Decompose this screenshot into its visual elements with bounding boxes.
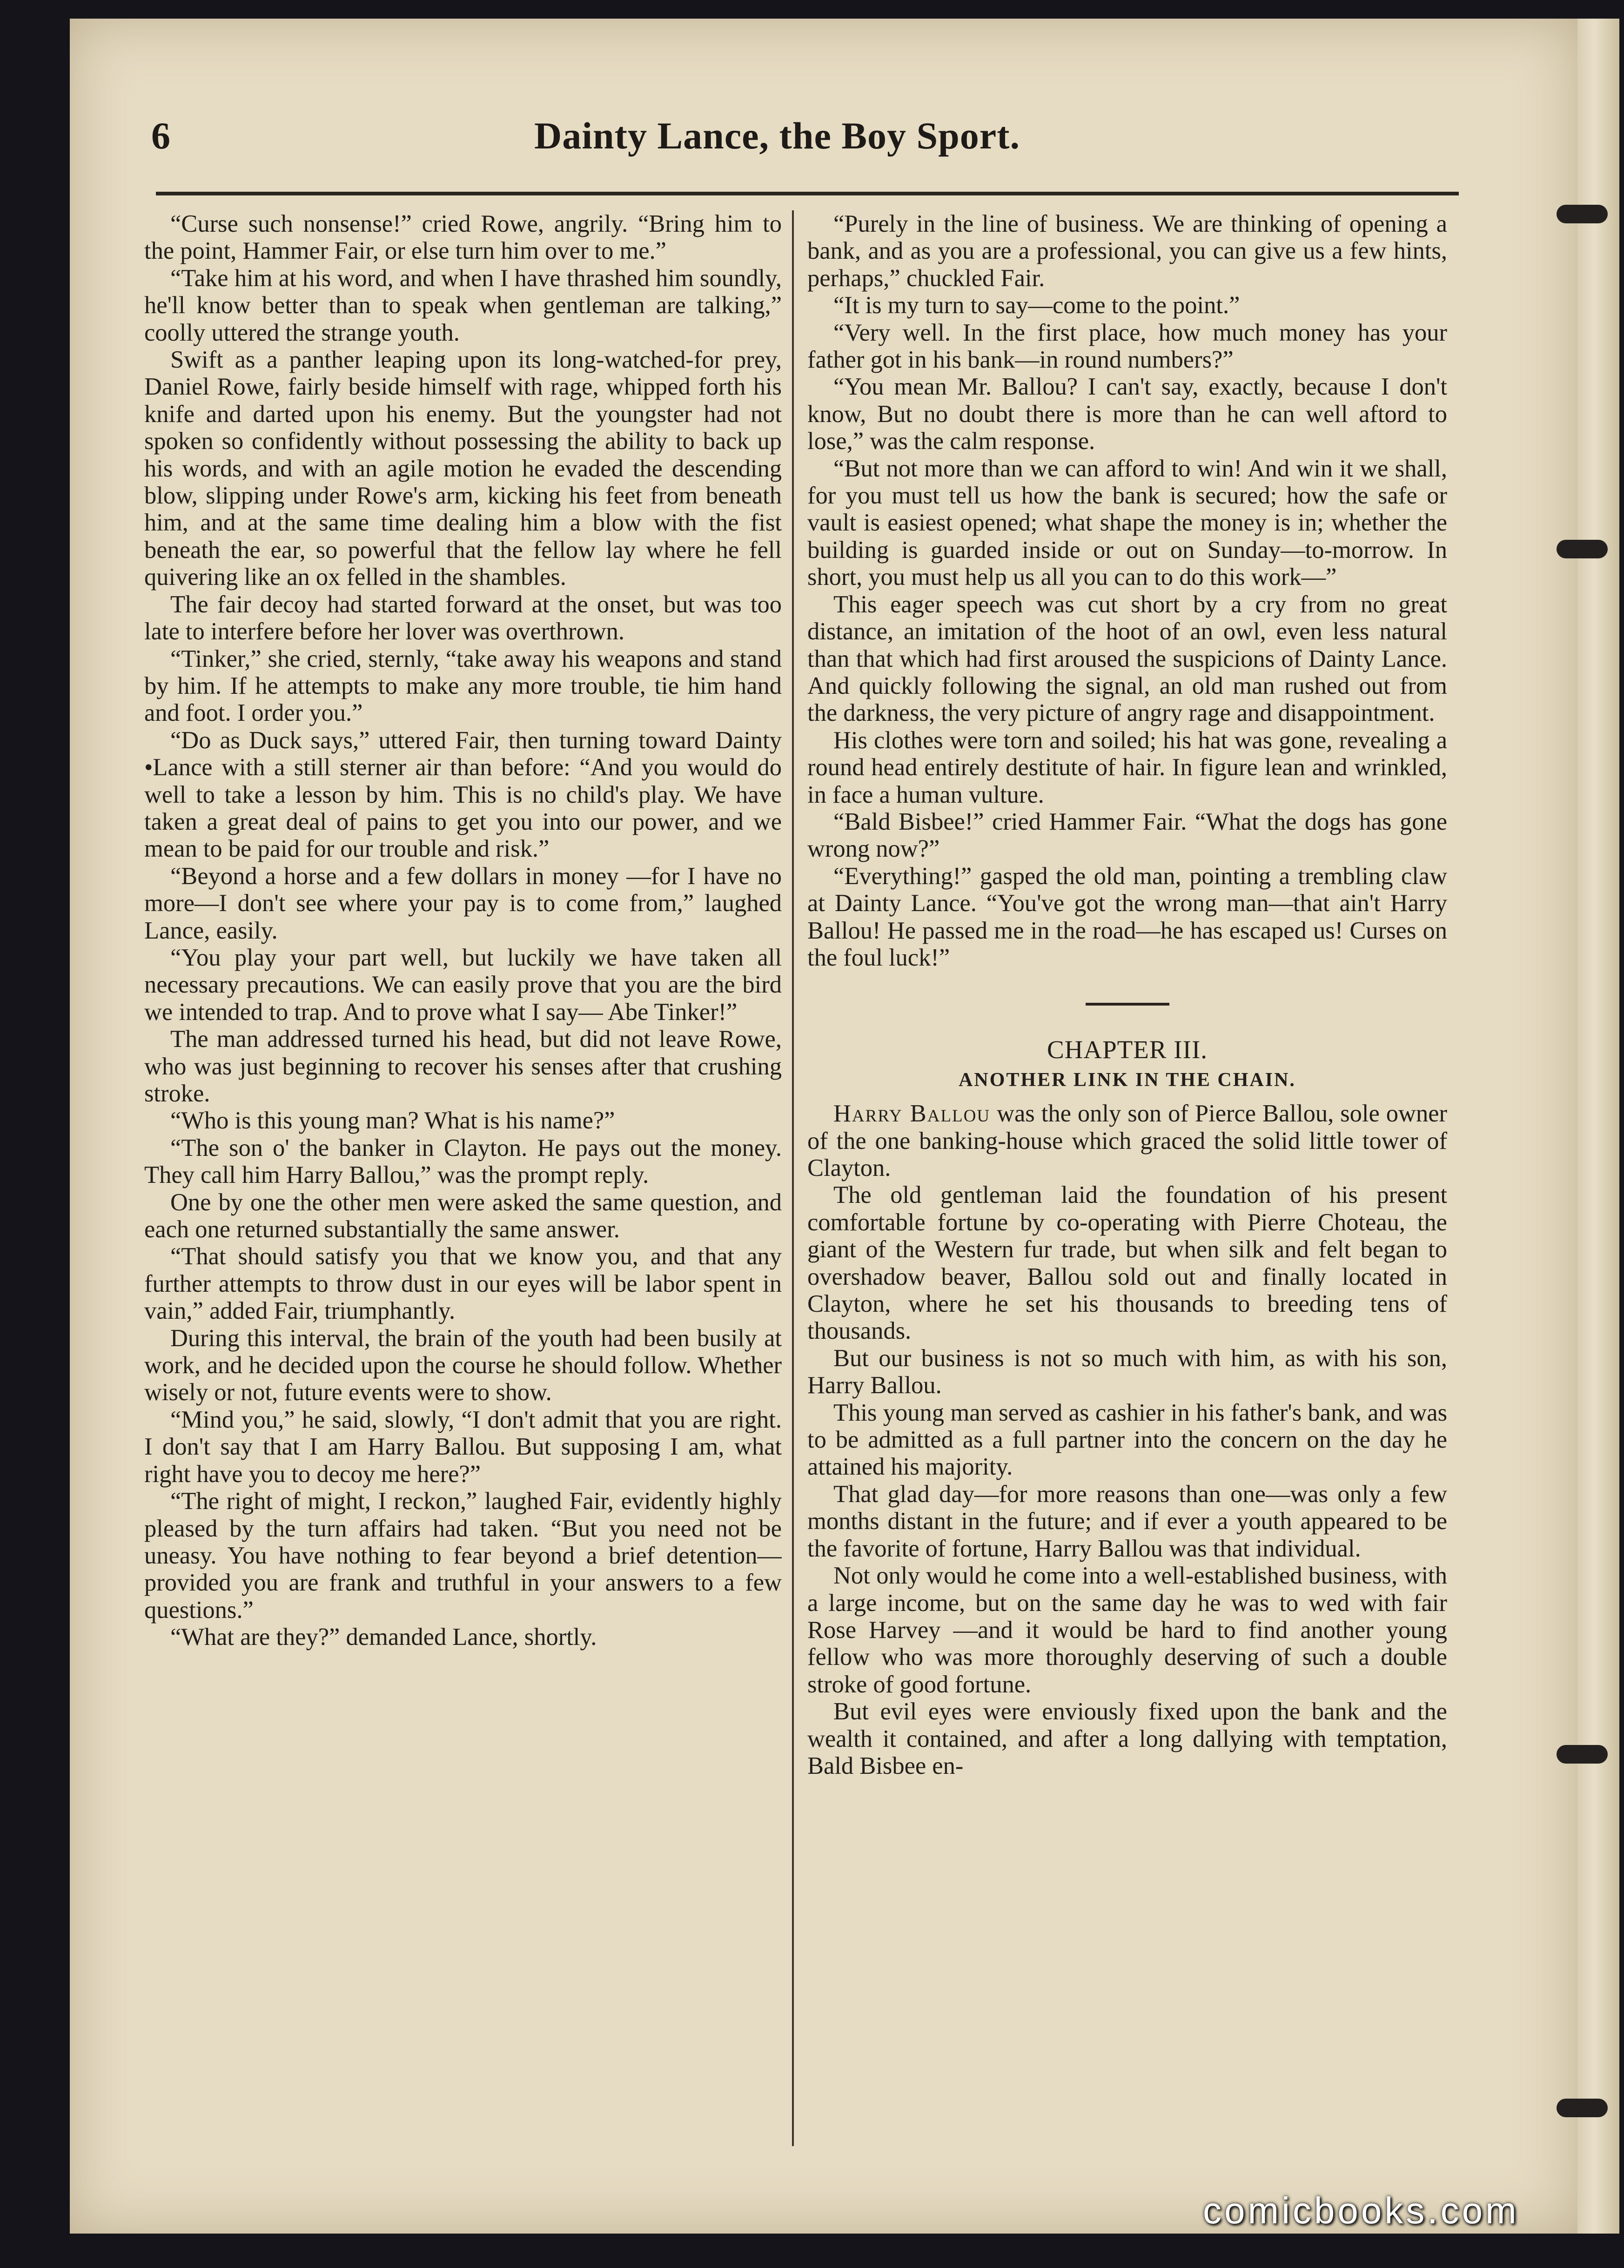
paragraph: During this interval, the brain of the youth had been busily at work, and he decided upon the course he should follow. Whether wisely or not, future events were to show.	[144, 1324, 782, 1406]
paragraph: Swift as a panther leaping upon its long-watched-for prey, Daniel Rowe, fairly beside himself with rage, whipped forth his knife and darted upon his enemy. But the youngster had not spoken so confidently without possessing the ability to back up his words, and with an agile motion he evaded the descending blow, slipping under Rowe's arm, kicking his feet from beneath him, and at the same time dealing him a blow with the fist beneath the ear, so powerful that the fellow lay where he fell quivering like an ox felled in the shambles.	[144, 346, 782, 591]
paragraph: The fair decoy had started forward at the onset, but was too late to interfere before her lover was overthrown.	[144, 590, 782, 645]
column-divider	[792, 210, 794, 2146]
paragraph: “Do as Duck says,” uttered Fair, then turning toward Dainty •Lance with a still sterner air than before: “And you would do well to take a lesson by him. This is no child's play. We have taken a great deal of pains to get you into our power, and we mean to be paid for our trouble and risk.”	[144, 726, 782, 863]
binding-staple	[1557, 205, 1608, 223]
paragraph: “It is my turn to say—come to the point.”	[833, 292, 1240, 319]
chapter-separator-rule	[1086, 1003, 1169, 1006]
paragraph: “Very well. In the first place, how much money has your father got in his bank—in round numbers?”	[807, 319, 1447, 374]
page-number: 6	[151, 114, 170, 157]
paragraph: But evil eyes were enviously fixed upon the bank and the wealth it contained, and after a long dallying with temptation, Bald Bisbee en-	[807, 1698, 1447, 1779]
binding-staple	[1557, 540, 1608, 558]
paragraph: “Take him at his word, and when I have thrashed him soundly, he'll know better than to speak when gentleman are talking,” coolly uttered the strange youth.	[144, 264, 782, 346]
paragraph: “You mean Mr. Ballou? I can't say, exactly, because I don't know, But no doubt there is more than he can well aftord to lose,” was the calm response.	[807, 373, 1447, 455]
paragraph: The old gentleman laid the foundation of his present comfortable fortune by co-operating with Pierre Choteau, the giant of the Western fur trade, but when silk and felt began to overshadow beaver, Ballou sold out and finally located in Clayton, where he set his thousands to breeding tens of thousands.	[807, 1181, 1447, 1345]
chapter-lead-paragraph	[807, 1100, 1447, 1181]
paragraph: This eager speech was cut short by a cry from no great distance, an imitation of the hoot of an owl, even less natural than that which had first aroused the suspicions of Dainty Lance. And quickly following the signal, an old man rushed out from the darkness, the very picture of angry rage and disappointment.	[807, 590, 1447, 727]
paragraph: “Who is this young man? What is his name?”	[170, 1107, 615, 1134]
chapter-lead-text: was the only son of Pierce Ballou, sole owner of the one banking-house which graced the solid little tower of Clayton.	[807, 1100, 1447, 1181]
paragraph: “You play your part well, but luckily we have taken all necessary precautions. We can easily prove that you are the bird we intended to trap. And to prove what I say— Abe Tinker!”	[144, 944, 782, 1026]
paragraph: “Mind you,” he said, slowly, “I don't admit that you are right. I don't say that I am Harry Ballou. But supposing I am, what right have you to decoy me here?”	[144, 1406, 782, 1488]
paragraph: One by one the other men were asked the same question, and each one returned substantially the same answer.	[144, 1188, 782, 1243]
paragraph: “Curse such nonsense!” cried Rowe, angrily. “Bring him to the point, Hammer Fair, or else turn him over to me.”	[144, 210, 782, 265]
binding-staple	[1557, 2099, 1608, 2117]
chapter-subtitle: ANOTHER LINK IN THE CHAIN.	[959, 1069, 1296, 1091]
page-spine-edge	[1577, 19, 1619, 2234]
chapter-lead-smallcaps: Harry Ballou	[833, 1100, 991, 1127]
paragraph: “But not more than we can afford to win! And win it we shall, for you must tell us how the bank is secured; how the safe or vault is easiest opened; what shape the money is in; whether the building is guarded inside or out on Sunday—to-morrow. In short, you must help us all you can to do this work—”	[807, 455, 1447, 591]
paragraph: “Tinker,” she cried, sternly, “take away his weapons and stand by him. If he attempts to make any more trouble, tie him hand and foot. I order you.”	[144, 645, 782, 727]
right-column-text-before-chapter	[807, 210, 1447, 971]
paragraph: That glad day—for more reasons than one—was only a few months distant in the future; and if ever a youth appeared to be the favorite of fortune, Harry Ballou was that individual.	[807, 1480, 1447, 1562]
running-head	[70, 114, 1484, 170]
running-title: Dainty Lance, the Boy Sport.	[534, 114, 1020, 157]
paragraph: Not only would he come into a well-established business, with a large income, but on the same day he was to wed with fair Rose Harvey —and it would be hard to find another young fellow who was more thoroughly deserving of such a double stroke of good fortune.	[807, 1562, 1447, 1698]
header-rule	[156, 192, 1459, 195]
left-text-column	[144, 210, 782, 2141]
paragraph: “Beyond a horse and a few dollars in money —for I have no more—I don't see where your pay is to come from,” laughed Lance, easily.	[144, 862, 782, 944]
paragraph: “Purely in the line of business. We are thinking of opening a bank, and as you are a professional, you can give us a few hints, perhaps,” chuckled Fair.	[807, 210, 1447, 292]
paragraph: “The right of might, I reckon,” laughed Fair, evidently highly pleased by the turn affairs had taken. “But you need not be uneasy. You have nothing to fear beyond a brief detention—provided you are frank and truthful in your answers to a few questions.”	[144, 1488, 782, 1624]
watermark-text: comicbooks.com	[1203, 2190, 1519, 2231]
chapter-title: CHAPTER III.	[1047, 1035, 1208, 1064]
chapter-body	[807, 1181, 1447, 1779]
paragraph: This young man served as cashier in his father's bank, and was to be admitted as a full partner into the concern on the day he attained his majority.	[807, 1399, 1447, 1481]
paragraph: But our business is not so much with him, as with his son, Harry Ballou.	[807, 1344, 1447, 1399]
binding-staple	[1557, 1745, 1608, 1764]
paragraph: “Everything!” gasped the old man, pointing a trembling claw at Dainty Lance. “You've got the wrong man—that ain't Harry Ballou! He passed me in the road—he has escaped us! Curses on the foul luck!”	[807, 862, 1447, 971]
paragraph: The man addressed turned his head, but did not leave Rowe, who was just beginning to recover his senses after that crushing stroke.	[144, 1026, 782, 1107]
paragraph: “The son o' the banker in Clayton. He pays out the money. They call him Harry Ballou,” was the prompt reply.	[144, 1134, 782, 1189]
paragraph: “What are they?” demanded Lance, shortly.	[170, 1624, 597, 1651]
paragraph: His clothes were torn and soiled; his hat was gone, revealing a round head entirely destitute of hair. In figure lean and wrinkled, in face a human vulture.	[807, 726, 1447, 808]
paragraph: “Bald Bisbee!” cried Hammer Fair. “What the dogs has gone wrong now?”	[807, 808, 1447, 863]
paragraph: “That should satisfy you that we know you, and that any further attempts to throw dust in our eyes will be labor spent in vain,” added Fair, triumphantly.	[144, 1243, 782, 1325]
right-text-column	[807, 210, 1447, 2141]
